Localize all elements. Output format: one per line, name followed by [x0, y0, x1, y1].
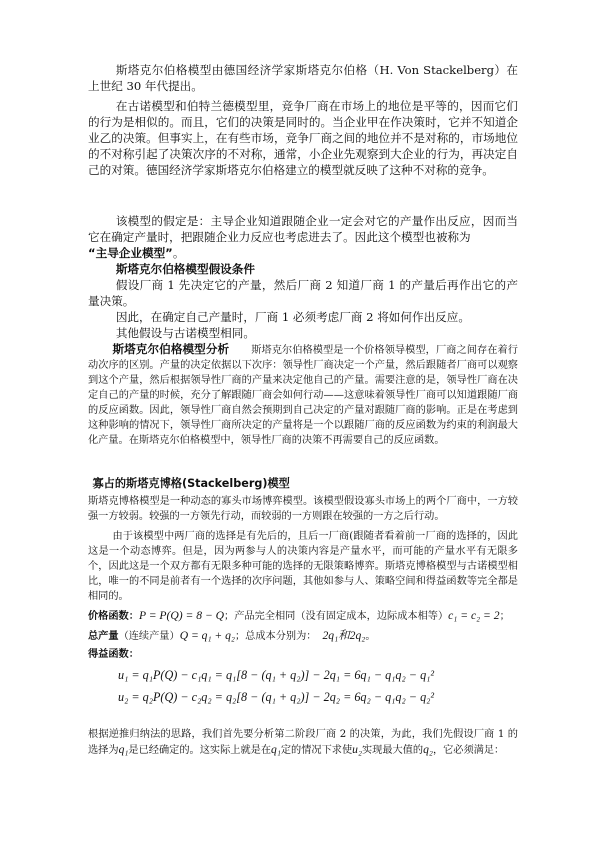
- total-output-mid: ；总成本分别为：: [234, 631, 317, 642]
- game-paragraph-2: 由于该模型中两厂商的选择是有先后的，且后一厂商(跟随者看着前一厂商的选择的，因此这是一个动态博弈。但是，因为两参与人的决策内容是产量水平，而可能的产量水平有无限多个，因此这是一个双方都有无限多种可能的选择的无限策略博弈。斯塔克博格模型与古诺模型相比，唯一的不同是前者有一个选择的次序问题，其他如参与人、策略空间和得益函数等完全都是相同的。: [88, 531, 518, 602]
- payoff-function-label: 得益函数：: [88, 649, 139, 660]
- q1-symbol-2: q₁: [271, 743, 281, 756]
- backward-text-c: 定的情况下求使: [280, 745, 353, 756]
- condition-2-paragraph: 因此，在确定自己产量时，厂商 1 必须考虑厂商 2 将如何作出反应。: [115, 310, 470, 324]
- cost-equality-formula: c₁ = c₂ = 2: [448, 609, 500, 622]
- game-paragraph-1: 斯塔克博格模型是一种动态的寡头市场博弈模型。该模型假设寡头市场上的两个厂商中，一方较强一方较弱。较强的一方领先行动，而较弱的一方则跟在较强的一方之后行动。: [88, 496, 518, 522]
- backward-text-a: 根据逆推归纳法的思路，我们首先要分析第二阶段厂商 2 的决策，为此，我们先假设厂商 1 的选择为: [88, 729, 518, 756]
- analysis-text: 斯塔克尔伯格模型是一个价格领导模型，厂商之间存在着行动次序的区别。产量的决定依据以下次序：领导性厂商决定一个产量，然后跟随者厂商可以观察到这个产量，然后根据领导性厂商的产量来决定他自己的产量。需要注意的是，领导性厂商在决定自己的产量的时候，充分了解跟随厂商会如何行动——这意味着领导性厂商可以知道跟随厂商的反应函数。因此，领导性厂商自然会预期到自己决定的产量对跟随厂商的影响。正是在考虑到这种影响的情况下，领导性厂商所决定的产量将是一个以跟随厂商的反应函数为约束的利润最大化产量。在斯塔克尔伯格模型中，领导性厂商的决策不再需要自己的反应函数。: [88, 345, 518, 446]
- analysis-heading: 斯塔克尔伯格模型分析: [112, 342, 230, 356]
- price-function-line: [88, 608, 518, 624]
- backward-induction-paragraph: [88, 727, 518, 758]
- total-output-note: （连续产量）: [118, 631, 180, 642]
- u2-symbol: u₂: [352, 743, 362, 756]
- backward-text-e: ，它必须满足：: [432, 745, 505, 756]
- assumption-end: 。: [172, 246, 185, 260]
- backward-text-d: 实现最大值的: [361, 745, 424, 756]
- total-output-end: 。: [365, 631, 376, 642]
- conditions-heading: 斯塔克尔伯格模型假设条件: [115, 262, 255, 276]
- total-cost-formula: 2q₁和2q₂: [322, 629, 366, 642]
- cost-equality-end: ；: [499, 611, 510, 622]
- dominant-model-term: “主导企业模型”: [88, 246, 173, 260]
- game-model-heading: 寡占的斯塔克博格(Stackelberg)模型: [92, 477, 290, 490]
- payoff-equation-firm1: u₁ = q₁P(Q) − c₁q₁ = q₁[8 − (q₁ + q₂)] − 2q₁ = 6q₁ − q₁q₂ − q₁²: [118, 668, 435, 682]
- condition-1-paragraph: 假设厂商 1 先决定它的产量，然后厂商 2 知道厂商 1 的产量后再作出它的产量决策。: [88, 278, 518, 308]
- backward-text-b: 是已经确定的。这实际上就是在: [128, 745, 272, 756]
- price-function-formula: P = P(Q) = 8 − Q: [138, 609, 225, 622]
- total-output-line: [88, 628, 518, 644]
- intro-paragraph: 斯塔克尔伯格模型由德国经济学家斯塔克尔伯格（H. Von Stackelberg）在上世纪 30 年代提出。: [88, 63, 518, 93]
- condition-3-paragraph: 其他假设与古诺模型相同。: [115, 326, 255, 340]
- total-output-label: 总产量: [88, 631, 119, 642]
- price-function-label: 价格函数：: [88, 611, 139, 622]
- payoff-equation-firm2: u₂ = q₂P(Q) − c₂q₂ = q₂[8 − (q₁ + q₂)] − 2q₂ = 6q₂ − q₁q₂ − q₂²: [118, 690, 435, 704]
- total-output-formula: Q = q₁ + q₂: [179, 629, 235, 642]
- q2-symbol: q₂: [423, 743, 433, 756]
- price-function-note: ；产品完全相同（没有固定成本，边际成本相等）: [224, 611, 449, 622]
- assumption-text: 该模型的假定是：主导企业知道跟随企业一定会对它的产量作出反应，因而当它在确定产量时，把跟随企业力反应也考虑进去了。因此这个模型也被称为: [88, 214, 518, 244]
- q1-symbol: q₁: [118, 743, 129, 756]
- analysis-paragraph: [88, 342, 518, 448]
- cournot-comparison-paragraph: 在古诺模型和伯特兰德模型里，竞争厂商在市场上的地位是平等的，因而它们的行为是相似的。而且，它们的决策是同时的。当企业甲在作决策时，它并不知道企业乙的决策。但事实上，在有些市场，竞争厂商之间的地位并不是对称的，市场地位的不对称引起了决策次序的不对称，通常，小企业先观察到大企业的行为，再决定自己的对策。德国经济学家斯塔克尔伯格建立的模型就反映了这种不对称的竞争。: [88, 99, 518, 177]
- assumption-paragraph: [88, 213, 518, 261]
